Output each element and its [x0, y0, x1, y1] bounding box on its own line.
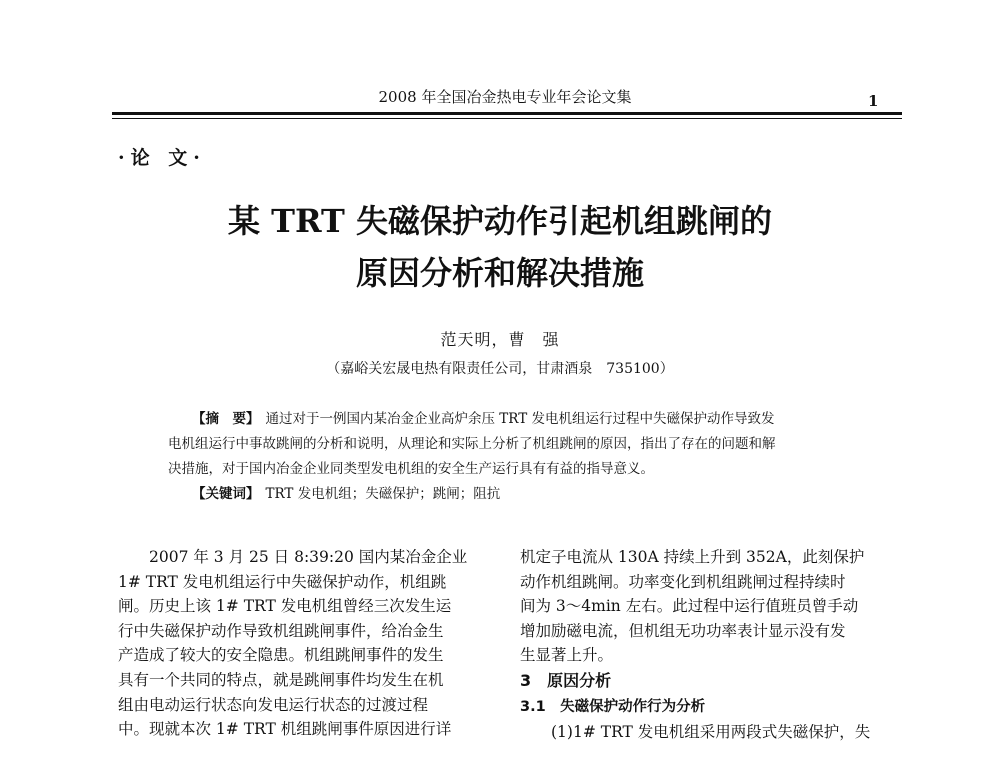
- body-left-line-5: 产造成了较大的安全隐患。机组跳闸事件的发生: [118, 646, 444, 665]
- abstract-label: 【摘 要】: [192, 411, 260, 427]
- abstract-line-2: 电机组运行中事故跳闸的分析和说明，从理论和实际上分析了机组跳闸的原因，指出了存在的问题和解: [168, 436, 776, 452]
- abstract-line-1: [168, 407, 858, 432]
- header-rule-thick: [112, 112, 902, 115]
- keywords-line: [168, 482, 858, 507]
- header-rule-thin: [112, 118, 902, 119]
- abstract-block: [168, 407, 858, 507]
- body-column-right: [520, 545, 906, 745]
- running-header: 2008 年全国冶金热电专业年会论文集: [378, 88, 632, 106]
- page-number: 1: [868, 92, 879, 110]
- body-right-line-5: 生显著上升。: [520, 646, 614, 665]
- keywords-text: TRT 发电机组；失磁保护；跳闸；阻抗: [265, 486, 501, 502]
- body-left-line-2: 1# TRT 发电机组运行中失磁保护动作，机组跳: [118, 572, 447, 591]
- paper-title-line-1: 某 TRT 失磁保护动作引起机组跳闸的: [228, 202, 772, 240]
- body-right-line-3: 间为 3～4min 左右。此过程中运行值班员曾手动: [520, 597, 859, 616]
- body-right-line-1: 机定子电流从 130A 持续上升到 352A，此刻保护: [520, 548, 865, 566]
- body-left-line-7: 组由电动运行状态向发电运行状态的过渡过程: [118, 695, 429, 714]
- body-left-line-1: 2007 年 3 月 25 日 8:39:20 国内某冶金企业: [149, 548, 468, 566]
- body-right-line-2: 动作机组跳闸。功率变化到机组跳闸过程持续时: [520, 572, 846, 591]
- authors: 范天明，曹 强: [440, 330, 560, 349]
- keywords-label: 【关键词】: [192, 486, 260, 502]
- abstract-text-1: 通过对于一例国内某冶金企业高炉余压 TRT 发电机组运行过程中失磁保护动作导致发: [265, 411, 775, 427]
- section-tag: ·论 文·: [118, 147, 206, 169]
- affiliation: （嘉峪关宏晟电热有限责任公司，甘肃酒泉 735100）: [326, 361, 674, 377]
- paper-title-line-2: 原因分析和解决措施: [355, 254, 644, 292]
- section-heading-3: 3 原因分析: [520, 670, 612, 690]
- section-heading-3-1: 3.1 失磁保护动作行为分析: [520, 698, 706, 715]
- body-right-line-4: 增加励磁电流，但机组无功功率表计显示没有发: [520, 621, 846, 640]
- body-column-left: [118, 545, 498, 742]
- body-right-para-3-1: (1)1# TRT 发电机组采用两段式失磁保护，失: [551, 722, 871, 741]
- abstract-line-3: 决措施，对于国内冶金企业同类型发电机组的安全生产运行具有有益的指导意义。: [168, 461, 654, 477]
- body-left-line-6: 具有一个共同的特点，就是跳闸事件均发生在机: [118, 670, 444, 689]
- body-left-line-3: 闸。历史上该 1# TRT 发电机组曾经三次发生运: [118, 597, 452, 616]
- body-left-line-4: 行中失磁保护动作导致机组跳闸事件，给冶金生: [118, 621, 444, 640]
- body-left-line-8: 中。现就本次 1# TRT 机组跳闸事件原因进行详: [118, 720, 452, 739]
